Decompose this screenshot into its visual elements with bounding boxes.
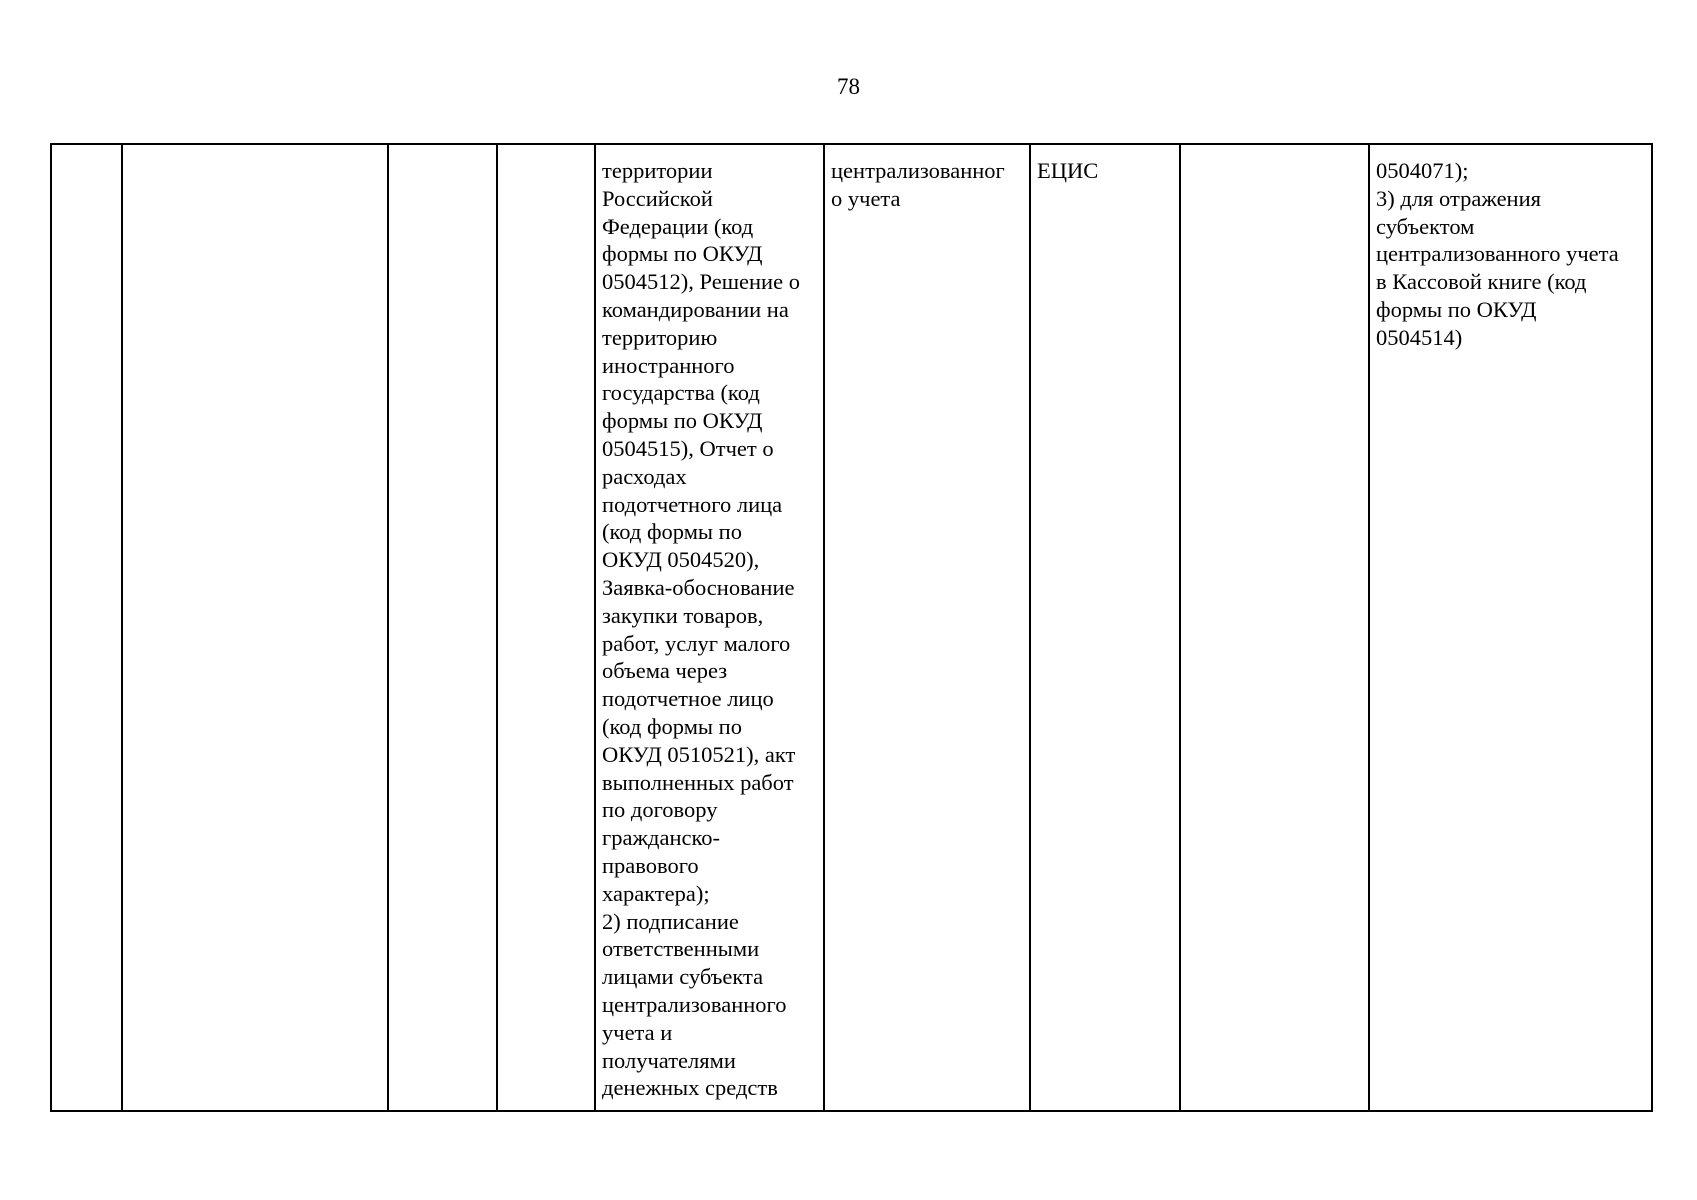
- table-cell-notes: [1369, 144, 1652, 1111]
- table-row: [51, 144, 1652, 1111]
- table-cell-col4: [497, 144, 595, 1111]
- table-cell-col3: [388, 144, 497, 1111]
- notes-text: 0504071); 3) для отражения субъектом централизованного учета в Кассовой книге (код формы по ОКУД 0504514): [1376, 158, 1619, 350]
- document-table: [50, 143, 1653, 1112]
- system-text: ЕЦИС: [1037, 158, 1099, 183]
- table-cell-system: [1030, 144, 1180, 1111]
- responsible-text: централизованног о учета: [831, 158, 1005, 211]
- table-cell-documents: [595, 144, 824, 1111]
- table-cell-col2: [122, 144, 388, 1111]
- table-cell-responsible: [824, 144, 1030, 1111]
- table-cell-col8: [1180, 144, 1369, 1111]
- documents-text: территории Российской Федерации (код формы по ОКУД 0504512), Решение о командировании на территорию иностранного государства (код формы по ОКУД 0504515), Отчет о расходах подотчетного лица (код формы по ОКУД 0504520), Заявка-обоснование закупки товаров, работ, услуг малого объема через подотчетное лицо (код формы по ОКУД 0510521), акт выполненных работ по договору гражданско- правового характера); 2) подписание ответственными лицами субъекта централизованного учета и получателями денежных средств: [602, 158, 800, 1101]
- page-number: 78: [837, 74, 860, 99]
- table-cell-col1: [51, 144, 122, 1111]
